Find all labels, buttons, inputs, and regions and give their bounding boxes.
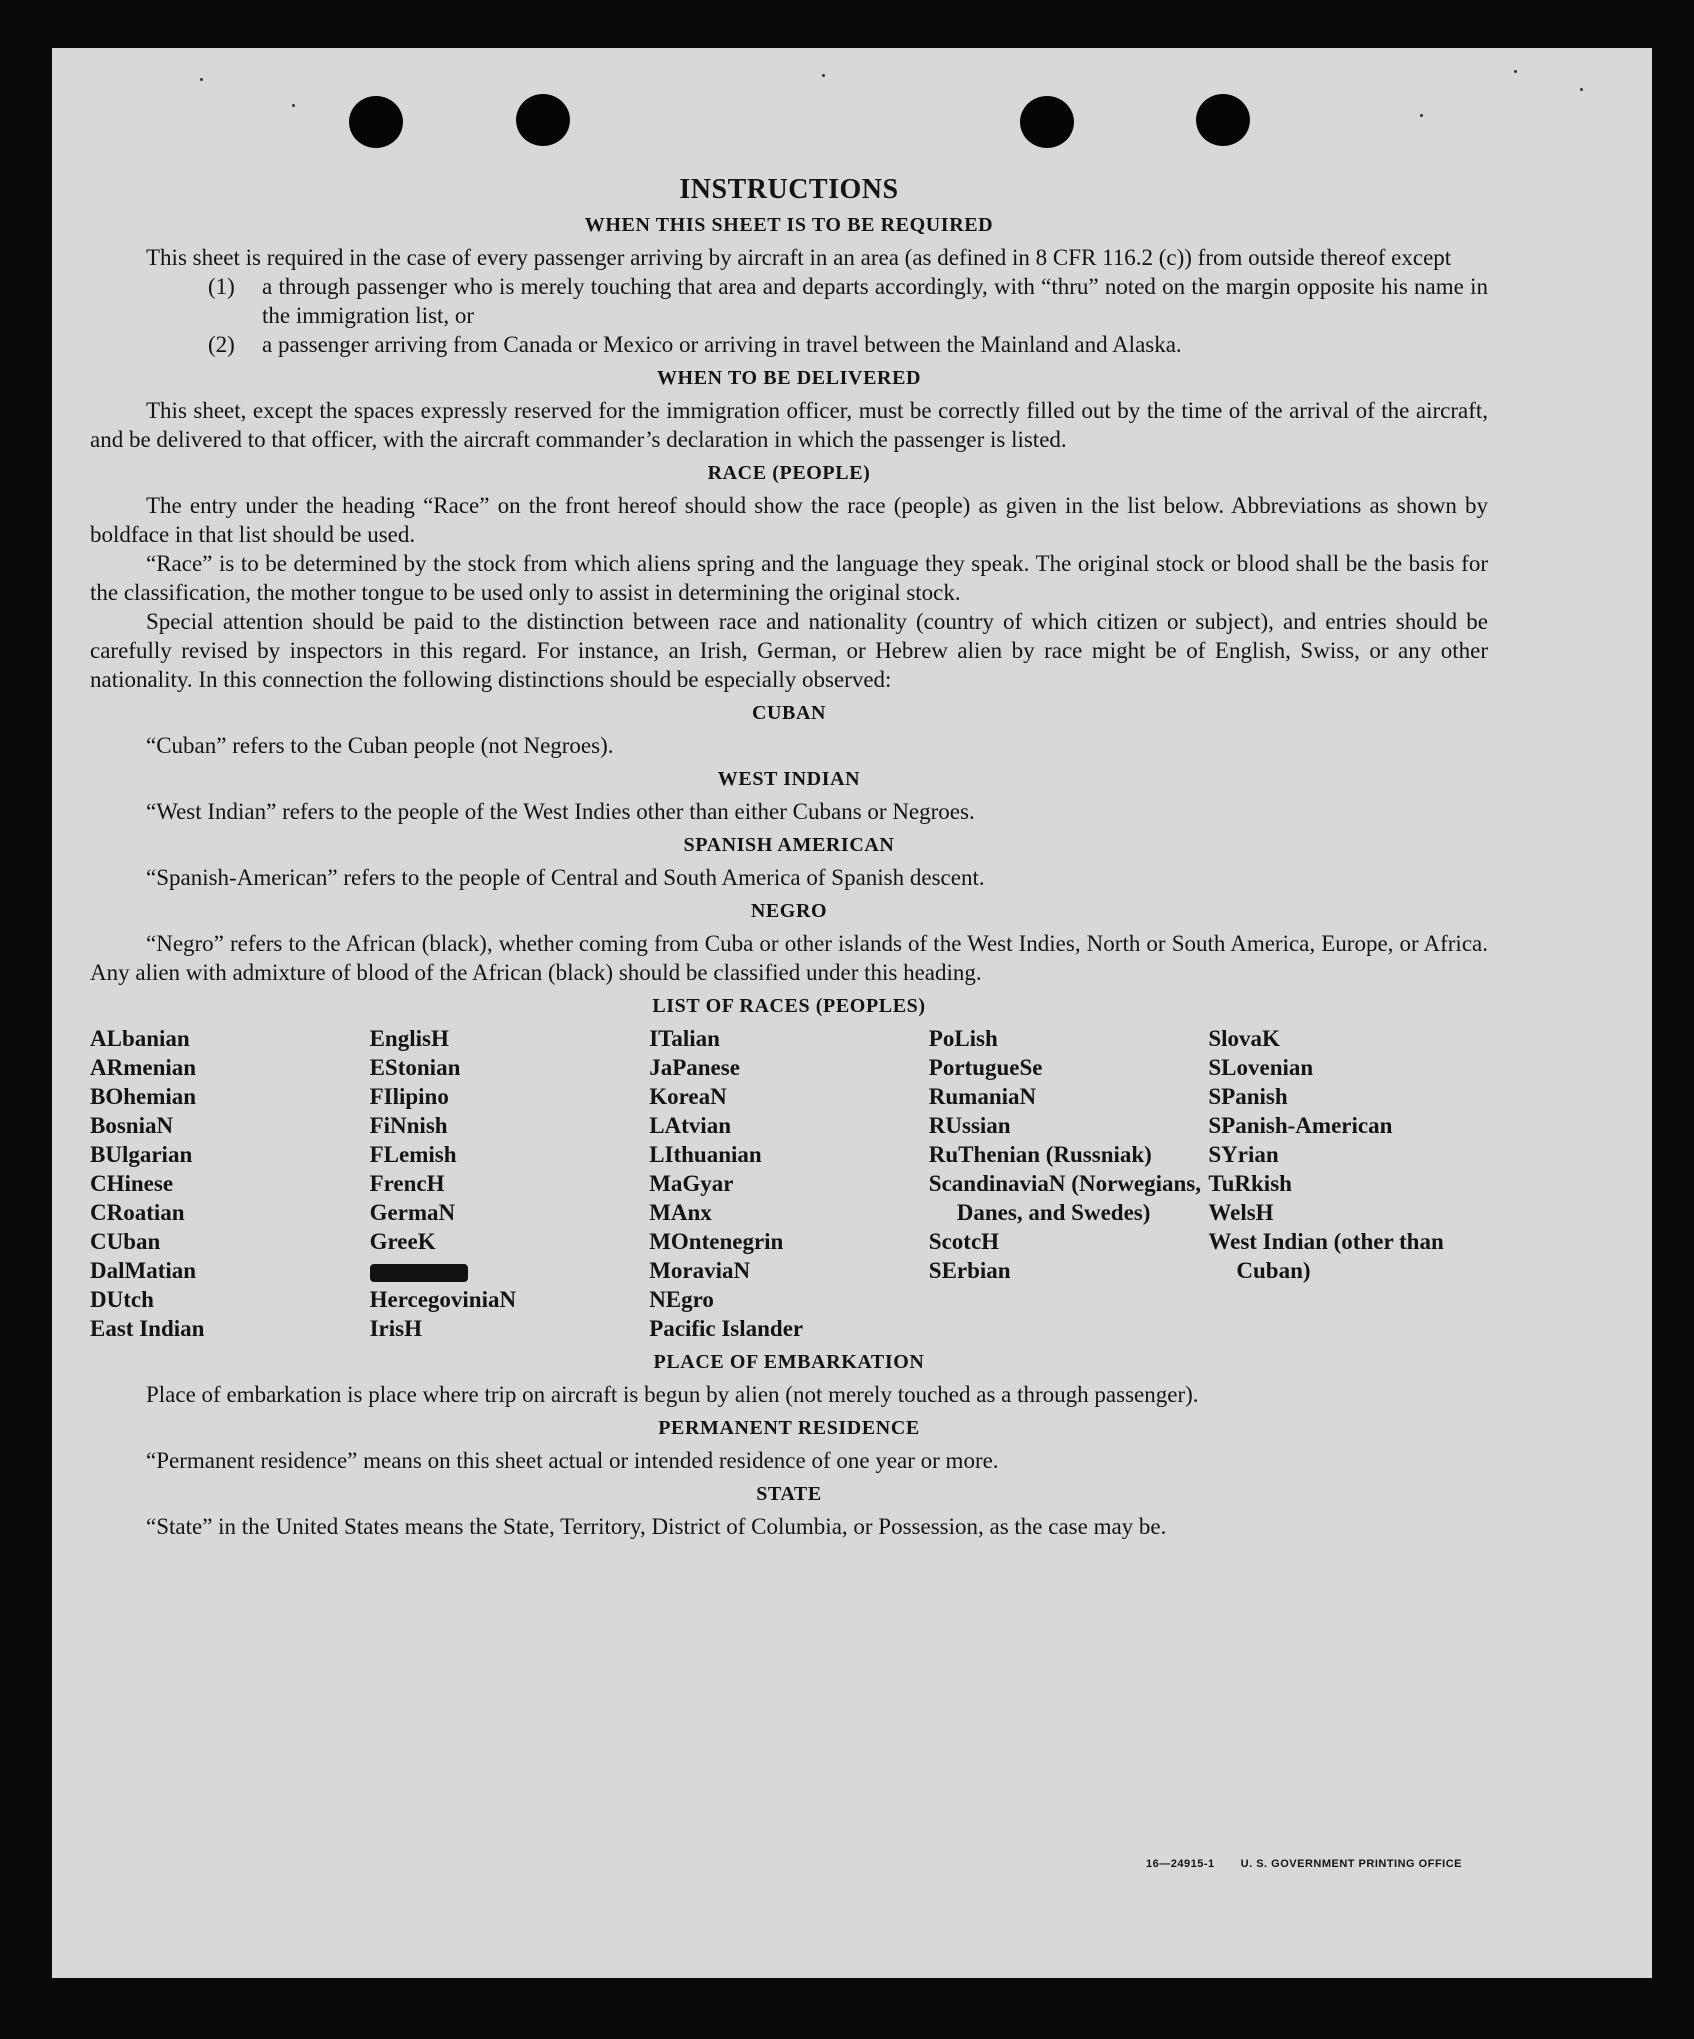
race-entry: RumaniaN <box>928 1084 1037 1109</box>
race-paragraph: “Race” is to be determined by the stock from which aliens spring and the language they speak. The original stock or blood shall be the basis for the classification, the mother tongue to be used only to assist in determining the original stock. <box>90 551 1488 605</box>
race-entry: PoLish <box>928 1026 998 1051</box>
punch-hole <box>1020 96 1074 148</box>
exception-number: (1) <box>208 274 235 299</box>
state-text: “State” in the United States means the State, Territory, District of Columbia, or Possession, as the case may be. <box>146 1514 1167 1539</box>
paper-speck <box>1514 70 1517 73</box>
race-entry: MaGyar <box>649 1171 734 1196</box>
race-entry: SPanish <box>1208 1084 1288 1109</box>
punch-hole <box>1196 94 1250 146</box>
race-paragraph: Special attention should be paid to the distinction between race and nationality (country of which citizen or subject), and entries should be carefully revised by inspectors in this regard. For instance, an Irish, German, or Hebrew alien by race might be of English, Swiss, or any other nationality. In this connection the following distinctions should be especially observed: <box>90 609 1488 692</box>
race-entry: West Indian (other than Cuban) <box>1208 1229 1444 1283</box>
race-entry: GreeK <box>369 1229 436 1254</box>
race-entry: IrisH <box>369 1316 422 1341</box>
exception-item <box>208 272 1488 330</box>
race-entry: East Indian <box>90 1316 205 1341</box>
race-entry: DUtch <box>90 1287 154 1312</box>
instructions-body <box>90 174 1488 1541</box>
paper-speck <box>1580 88 1583 91</box>
exception-text: a through passenger who is merely touching that area and departs accordingly, with “thru” noted on the margin opposite his name in the immigration list, or <box>262 274 1488 328</box>
race-list <box>90 1024 1488 1343</box>
race-entry: TuRkish <box>1208 1171 1292 1196</box>
race-entry: EnglisH <box>369 1026 449 1051</box>
page-title: INSTRUCTIONS <box>679 174 899 205</box>
race-entry: Pacific Islander <box>649 1316 804 1341</box>
race-entry: SYrian <box>1208 1142 1279 1167</box>
race-entry: MAnx <box>649 1200 712 1225</box>
printer-name: U. S. GOVERNMENT PRINTING OFFICE <box>1240 1858 1462 1870</box>
race-entry: CHinese <box>90 1171 174 1196</box>
race-entry: GermaN <box>369 1200 456 1225</box>
redacted-entry <box>370 1256 650 1285</box>
race-entry: FIlipino <box>369 1084 449 1109</box>
punch-hole <box>349 96 403 148</box>
race-entry: SLovenian <box>1208 1055 1314 1080</box>
race-column <box>90 1024 370 1343</box>
document-sheet <box>52 48 1652 1978</box>
embarkation-text: Place of embarkation is place where trip on aircraft is begun by alien (not merely touched as a through passenger). <box>146 1382 1199 1407</box>
race-entry: EStonian <box>369 1055 461 1080</box>
negro-text: “Negro” refers to the African (black), whether coming from Cuba or other islands of the West Indies, North or South America, Europe, or Africa. Any alien with admixture of blood of the African (black) should be classified under this heading. <box>90 931 1488 985</box>
race-entry: HercegoviniaN <box>369 1287 517 1312</box>
residence-text: “Permanent residence” means on this sheet actual or intended residence of one year or more. <box>146 1448 999 1473</box>
race-entry: JaPanese <box>649 1055 740 1080</box>
race-column <box>1208 1024 1488 1343</box>
race-entry: WelsH <box>1208 1200 1274 1225</box>
race-entry: BosniaN <box>90 1113 174 1138</box>
race-entry: SPanish-American <box>1208 1113 1393 1138</box>
race-entry: ScotcH <box>928 1229 1000 1254</box>
redaction-mark <box>370 1264 468 1282</box>
section-heading: NEGRO <box>750 900 828 922</box>
paper-speck <box>1420 114 1423 117</box>
race-entry: PortugueSe <box>928 1055 1043 1080</box>
race-entry: RUssian <box>928 1113 1011 1138</box>
race-entry: DalMatian <box>90 1258 197 1283</box>
section-heading: PERMANENT RESIDENCE <box>658 1417 920 1439</box>
required-intro: This sheet is required in the case of every passenger arriving by aircraft in an area (as defined in 8 CFR 116.2 (c)) from outside thereof except <box>146 245 1452 270</box>
race-entry: LIthuanian <box>649 1142 762 1167</box>
race-entry: LAtvian <box>649 1113 731 1138</box>
race-entry: BOhemian <box>90 1084 197 1109</box>
race-entry: FrencH <box>369 1171 445 1196</box>
section-heading: CUBAN <box>751 702 827 724</box>
race-entry: FiNnish <box>369 1113 448 1138</box>
race-entry: SErbian <box>928 1258 1011 1283</box>
paper-speck <box>200 78 203 81</box>
exception-item <box>208 330 1488 359</box>
race-entry: CRoatian <box>90 1200 185 1225</box>
race-entry: NEgro <box>649 1287 714 1312</box>
race-entry: MoraviaN <box>649 1258 751 1283</box>
punch-hole <box>516 94 570 146</box>
delivered-text: This sheet, except the spaces expressly reserved for the immigration officer, must be correctly filled out by the time of the arrival of the aircraft, and be delivered to that officer, with the aircraft commander’s declaration in which the passenger is listed. <box>90 398 1488 452</box>
race-entry: ScandinaviaN (Norwegians, Danes, and Swedes) <box>928 1171 1201 1225</box>
race-entry: MOntenegrin <box>649 1229 784 1254</box>
west-indian-text: “West Indian” refers to the people of the West Indies other than either Cubans or Negroes. <box>146 799 975 824</box>
race-entry: ITalian <box>649 1026 720 1051</box>
cuban-text: “Cuban” refers to the Cuban people (not Negroes). <box>146 733 614 758</box>
race-entry: ARmenian <box>90 1055 197 1080</box>
exception-number: (2) <box>208 332 235 357</box>
section-heading: STATE <box>756 1483 822 1505</box>
race-entry: SlovaK <box>1208 1026 1280 1051</box>
race-column <box>370 1024 650 1343</box>
race-entry: CUban <box>90 1229 161 1254</box>
paper-speck <box>822 74 825 77</box>
section-heading: WHEN THIS SHEET IS TO BE REQUIRED <box>584 214 994 236</box>
printer-imprint <box>1146 1858 1462 1870</box>
race-paragraph: The entry under the heading “Race” on the front hereof should show the race (people) as given in the list below. Abbreviations as shown by boldface in that list should be used. <box>90 493 1488 547</box>
section-heading: SPANISH AMERICAN <box>683 834 895 856</box>
section-heading: LIST OF RACES (PEOPLES) <box>652 995 926 1017</box>
form-number: 16—24915-1 <box>1146 1858 1215 1870</box>
section-heading: RACE (PEOPLE) <box>707 462 871 484</box>
race-entry: FLemish <box>369 1142 457 1167</box>
race-column <box>649 1024 929 1343</box>
race-column <box>929 1024 1209 1343</box>
race-entry: KoreaN <box>649 1084 727 1109</box>
race-entry: RuThenian (Russniak) <box>928 1142 1152 1167</box>
spanish-american-text: “Spanish-American” refers to the people of Central and South America of Spanish descent. <box>146 865 985 890</box>
exception-text: a passenger arriving from Canada or Mexico or arriving in travel between the Mainland and Alaska. <box>262 332 1182 357</box>
race-entry: BUlgarian <box>90 1142 193 1167</box>
section-heading: WEST INDIAN <box>717 768 861 790</box>
paper-speck <box>292 104 295 107</box>
section-heading: PLACE OF EMBARKATION <box>653 1351 925 1373</box>
race-entry: ALbanian <box>90 1026 190 1051</box>
section-heading: WHEN TO BE DELIVERED <box>656 367 922 389</box>
